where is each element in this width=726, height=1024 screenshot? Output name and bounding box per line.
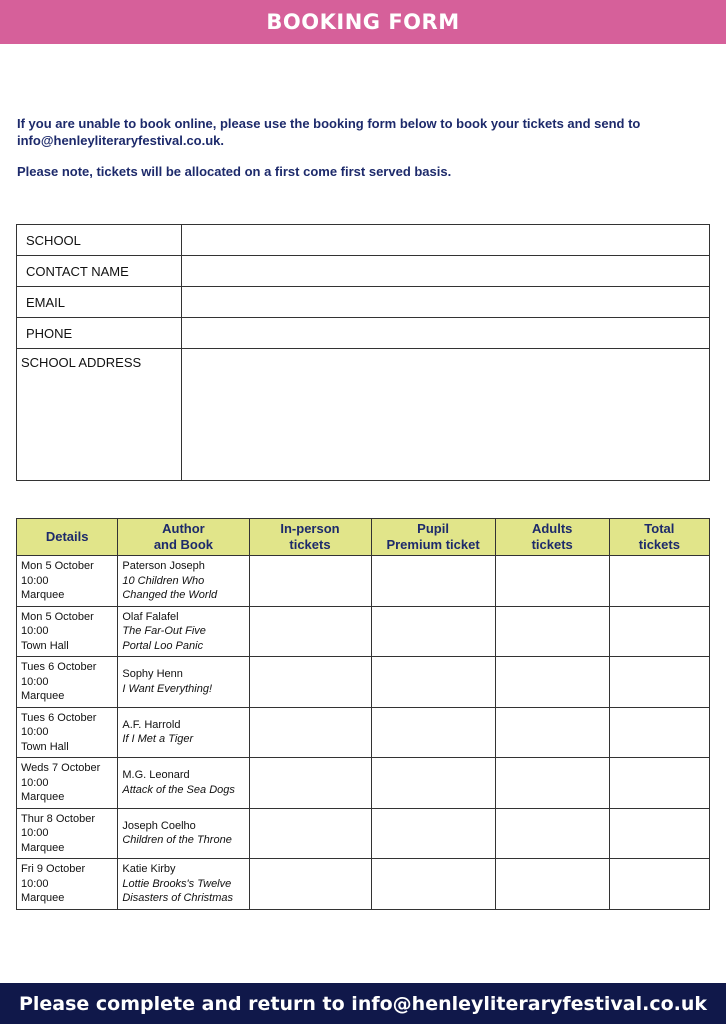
header-author-book: Author and Book (118, 519, 249, 556)
author-book (118, 808, 249, 859)
total-tickets-cell[interactable] (609, 758, 709, 809)
event-details (17, 758, 118, 809)
event-date: Weds 7 October (21, 762, 101, 774)
pupil-premium-cell[interactable] (371, 556, 495, 607)
booking-table (16, 518, 710, 910)
author-name: Olaf Falafel (122, 610, 179, 623)
table-row (17, 606, 710, 657)
author-book (118, 556, 249, 607)
in-person-tickets-cell[interactable] (249, 657, 371, 708)
school-label: SCHOOL (17, 225, 182, 256)
author-book (118, 606, 249, 657)
author-name: M.G. Leonard (122, 769, 190, 782)
event-venue: Marquee (21, 892, 65, 904)
event-details (17, 808, 118, 859)
event-time: 10:00 (21, 625, 49, 637)
event-time: 10:00 (21, 827, 49, 839)
contact-name-input[interactable] (182, 256, 710, 287)
header-adults: Adults tickets (495, 519, 609, 556)
event-time: 10:00 (21, 877, 49, 890)
event-time: 10:00 (21, 726, 49, 738)
book-title-line-2: Changed the World (122, 589, 218, 601)
event-date: Mon 5 October (21, 560, 94, 572)
pupil-premium-cell[interactable] (371, 657, 495, 708)
event-venue: Marquee (21, 589, 65, 601)
author-book (118, 758, 249, 809)
adults-tickets-cell[interactable] (495, 808, 609, 859)
header-total: Total tickets (609, 519, 709, 556)
total-tickets-cell[interactable] (609, 859, 709, 910)
book-title-line-1: If I Met a Tiger (122, 733, 194, 746)
book-title-line-1: Attack of the Sea Dogs (122, 783, 235, 796)
adults-tickets-cell[interactable] (495, 859, 609, 910)
book-title-line-1: Children of the Throne (122, 834, 232, 847)
event-time: 10:00 (21, 776, 49, 789)
intro-line-2: Please note, tickets will be allocated on a first come first served basis. (17, 164, 452, 179)
adults-tickets-cell[interactable] (495, 758, 609, 809)
pupil-premium-cell[interactable] (371, 808, 495, 859)
book-title-line-1: Lottie Brooks's Twelve (122, 877, 232, 890)
intro-line-1: If you are unable to book online, please use the booking form below to book your tickets and send to info@henleyliteraryfestival.co.uk. (17, 116, 641, 148)
book-title-line-1: 10 Children Who (122, 574, 205, 587)
total-tickets-cell[interactable] (609, 606, 709, 657)
book-title-line-1: The Far-Out Five (122, 625, 206, 637)
header-details: Details (17, 519, 118, 556)
school-details-table (16, 224, 710, 481)
event-venue: Town Hall (21, 740, 69, 753)
event-details (17, 556, 118, 607)
event-details (17, 657, 118, 708)
school-address-label: SCHOOL ADDRESS (17, 349, 182, 481)
author-name: Sophy Henn (122, 668, 183, 681)
event-date: Fri 9 October (21, 863, 86, 875)
event-time: 10:00 (21, 675, 49, 688)
footer-banner (0, 983, 726, 1024)
header-banner (0, 0, 726, 44)
total-tickets-cell[interactable] (609, 707, 709, 758)
in-person-tickets-cell[interactable] (249, 707, 371, 758)
author-book (118, 859, 249, 910)
event-date: Tues 6 October (21, 711, 97, 724)
event-venue: Marquee (21, 690, 65, 702)
email-input[interactable] (182, 287, 710, 318)
total-tickets-cell[interactable] (609, 556, 709, 607)
contact-name-label: CONTACT NAME (17, 256, 182, 287)
header-in-person: In-person tickets (249, 519, 371, 556)
author-name: A.F. Harrold (122, 718, 181, 731)
adults-tickets-cell[interactable] (495, 707, 609, 758)
table-row (17, 859, 710, 910)
intro-text (17, 115, 707, 180)
total-tickets-cell[interactable] (609, 657, 709, 708)
event-details (17, 606, 118, 657)
phone-label: PHONE (17, 318, 182, 349)
phone-input[interactable] (182, 318, 710, 349)
footer-text: Please complete and return to info@henleyliteraryfestival.co.uk (18, 992, 708, 1015)
table-row (17, 657, 710, 708)
table-row (17, 758, 710, 809)
table-row (17, 808, 710, 859)
event-venue: Town Hall (21, 639, 69, 652)
author-book (118, 707, 249, 758)
event-venue: Marquee (21, 791, 65, 803)
pupil-premium-cell[interactable] (371, 606, 495, 657)
page-title: BOOKING FORM (266, 10, 460, 34)
author-name: Paterson Joseph (122, 560, 205, 572)
pupil-premium-cell[interactable] (371, 758, 495, 809)
booking-header-row (17, 519, 710, 556)
in-person-tickets-cell[interactable] (249, 556, 371, 607)
event-details (17, 859, 118, 910)
in-person-tickets-cell[interactable] (249, 859, 371, 910)
adults-tickets-cell[interactable] (495, 657, 609, 708)
in-person-tickets-cell[interactable] (249, 606, 371, 657)
adults-tickets-cell[interactable] (495, 556, 609, 607)
event-date: Mon 5 October (21, 610, 94, 623)
event-details (17, 707, 118, 758)
school-address-input[interactable] (182, 349, 710, 481)
book-title-line-2: Portal Loo Panic (122, 639, 204, 652)
in-person-tickets-cell[interactable] (249, 808, 371, 859)
book-title-line-1: I Want Everything! (122, 682, 213, 695)
event-time: 10:00 (21, 574, 49, 587)
pupil-premium-cell[interactable] (371, 707, 495, 758)
event-venue: Marquee (21, 841, 65, 854)
header-pupil-premium: Pupil Premium ticket (371, 519, 495, 556)
author-book (118, 657, 249, 708)
adults-tickets-cell[interactable] (495, 606, 609, 657)
event-date: Thur 8 October (21, 812, 95, 825)
event-date: Tues 6 October (21, 661, 97, 673)
total-tickets-cell[interactable] (609, 808, 709, 859)
book-title-line-2: Disasters of Christmas (122, 892, 233, 904)
in-person-tickets-cell[interactable] (249, 758, 371, 809)
author-name: Joseph Coelho (122, 819, 196, 832)
email-label: EMAIL (17, 287, 182, 318)
table-row (17, 556, 710, 607)
author-name: Katie Kirby (122, 863, 176, 875)
table-row (17, 707, 710, 758)
pupil-premium-cell[interactable] (371, 859, 495, 910)
school-input[interactable] (182, 225, 710, 256)
